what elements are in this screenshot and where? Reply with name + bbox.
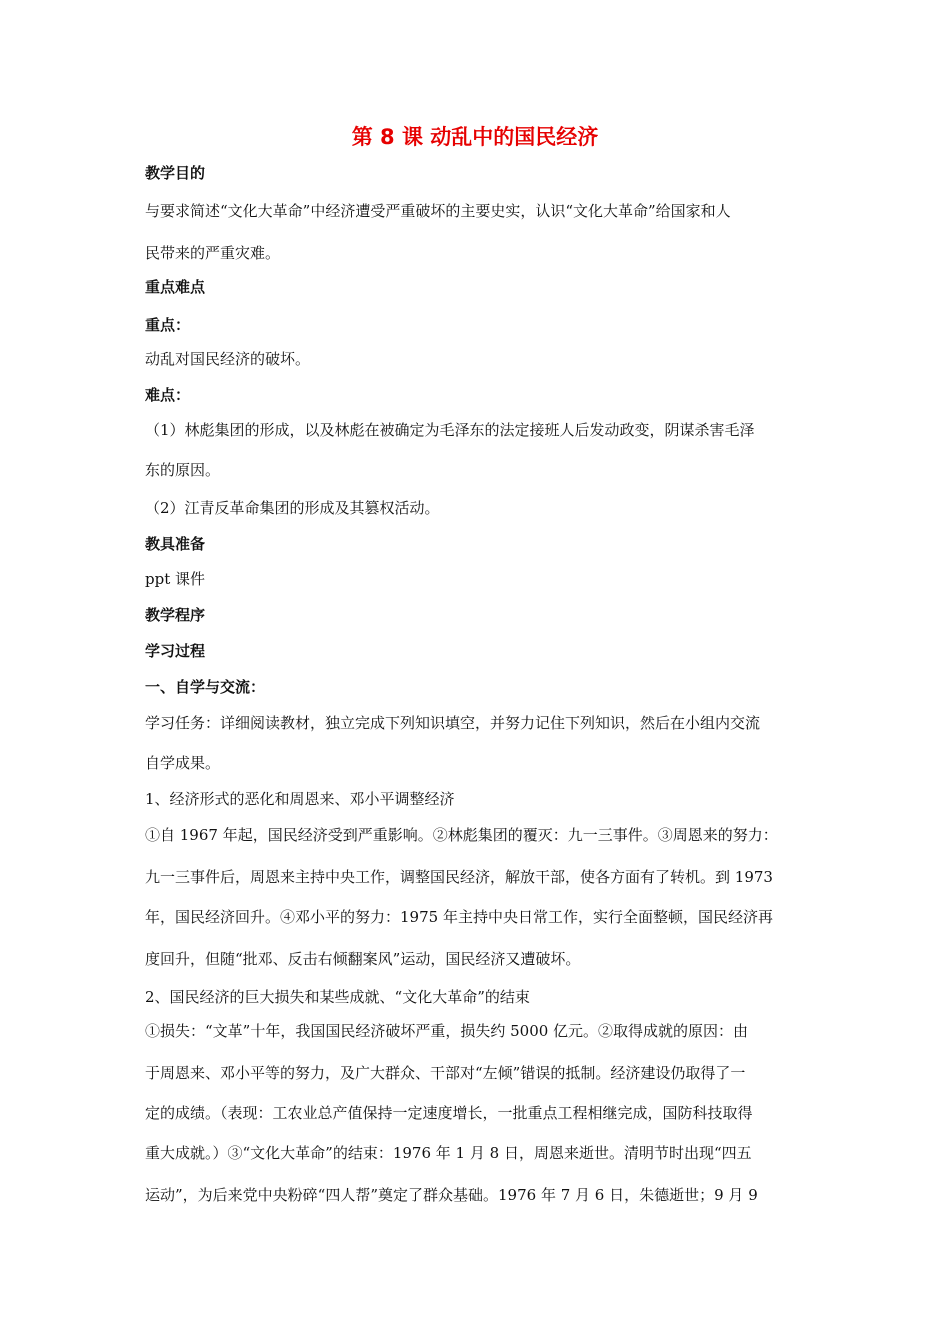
paragraph-line: （2）江青反革命集团的形成及其篡权活动。: [145, 499, 440, 517]
paragraph-line: 东的原因。: [145, 461, 221, 479]
paragraph-line: 度回升，但随“批邓、反击右倾翻案风”运动，国民经济又遭破坏。: [145, 950, 581, 968]
paragraph-line: 九一三事件后，周恩来主持中央工作，调整国民经济，解放干部，使各方面有了转机。到 1973: [145, 868, 773, 886]
section-heading: 教学目的: [145, 164, 206, 182]
paragraph-line: 重大成就。）③“文化大革命”的结束：1976 年 1 月 8 日，周恩来逝世。清明节时出现“四五: [145, 1144, 752, 1162]
section-heading: 教学程序: [145, 606, 206, 624]
paragraph-line: 运动”，为后来党中央粉碎“四人帮”奠定了群众基础。1976 年 7 月 6 日，朱德逝世；9 月 9: [145, 1186, 758, 1204]
paragraph-line: 定的成绩。（表现：工农业总产值保持一定速度增长，一批重点工程相继完成，国防科技取得: [145, 1104, 753, 1122]
section-heading: 难点：: [145, 386, 191, 404]
paragraph-line: 2、国民经济的巨大损失和某些成就、“文化大革命”的结束: [145, 988, 530, 1006]
section-heading: 学习过程: [145, 642, 206, 660]
paragraph-line: 动乱对国民经济的破坏。: [145, 350, 311, 368]
paragraph-line: 与要求简述“文化大革命”中经济遭受严重破坏的主要史实，认识“文化大革命”给国家和人: [145, 202, 731, 220]
paragraph-line: ppt 课件: [145, 570, 206, 588]
section-heading: 重点难点: [145, 278, 206, 296]
lesson-title: 第 8 课 动乱中的国民经济: [351, 125, 599, 149]
paragraph-line: 学习任务：详细阅读教材，独立完成下列知识填空，并努力记住下列知识，然后在小组内交流: [145, 714, 761, 732]
paragraph-line: 年，国民经济回升。④邓小平的努力：1975 年主持中央日常工作，实行全面整顿，国民经济再: [145, 908, 773, 926]
paragraph-line: 1、经济形式的恶化和周恩来、邓小平调整经济: [145, 790, 455, 808]
paragraph-line: 于周恩来、邓小平等的努力，及广大群众、干部对“左倾”错误的抵制。经济建设仍取得了一: [145, 1064, 746, 1082]
section-heading: 重点：: [145, 316, 191, 334]
paragraph-line: 民带来的严重灾难。: [145, 244, 281, 262]
section-heading: 教具准备: [145, 535, 206, 553]
paragraph-line: 自学成果。: [145, 754, 221, 772]
paragraph-line: （1）林彪集团的形成，以及林彪在被确定为毛泽东的法定接班人后发动政变，阴谋杀害毛泽: [145, 421, 755, 439]
paragraph-line: ①自 1967 年起，国民经济受到严重影响。②林彪集团的覆灭：九一三事件。③周恩来的努力：: [145, 826, 778, 844]
section-heading: 一、自学与交流：: [145, 678, 266, 696]
paragraph-line: ①损失：“文革”十年，我国国民经济破坏严重，损失约 5000 亿元。②取得成就的原因：由: [145, 1022, 749, 1040]
